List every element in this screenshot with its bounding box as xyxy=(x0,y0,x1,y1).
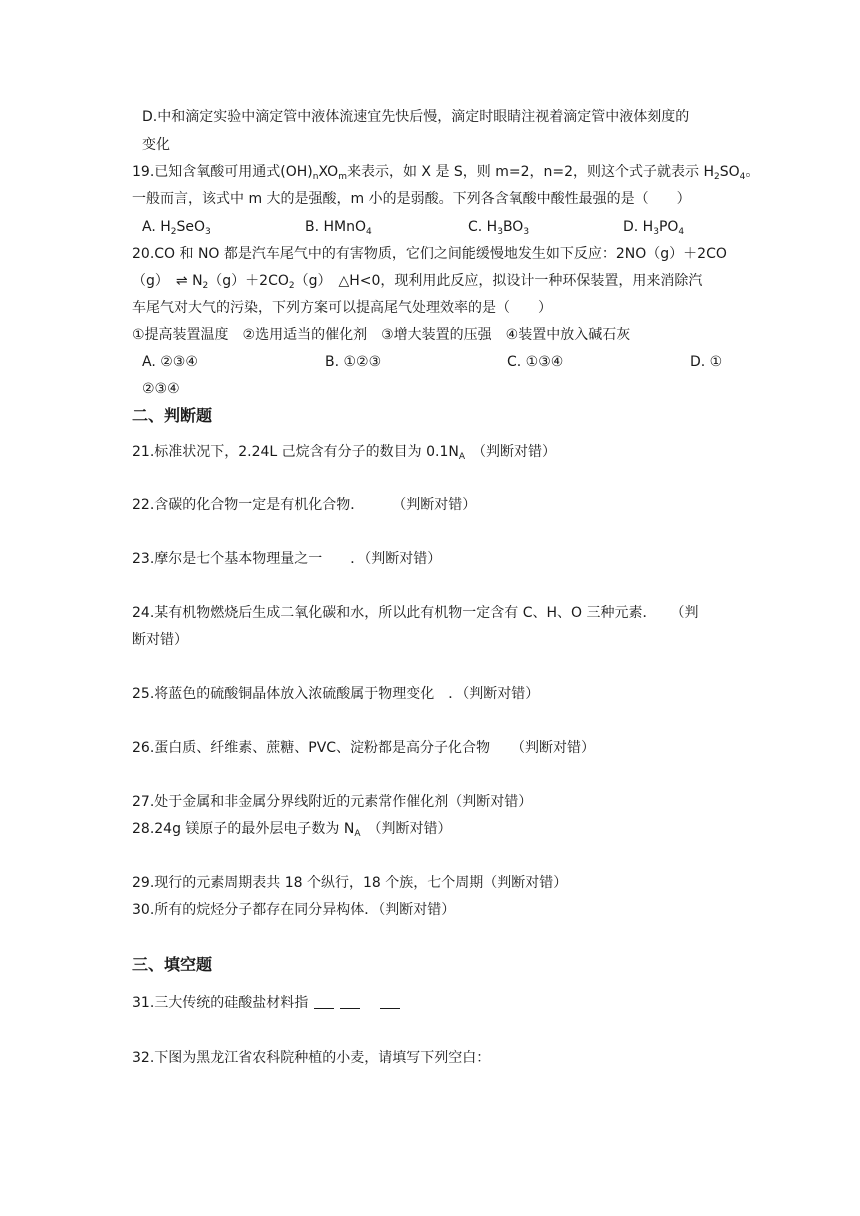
q20-option-b: B. ①②③ xyxy=(325,354,382,370)
q20-stem-line1: 20.CO 和 NO 都是汽车尾气中的有害物质，它们之间能缓慢地发生如下反应：2NO（g）＋2CO xyxy=(132,246,727,262)
q20-stem-line4: ①提高装置温度 ②选用适当的催化剂 ③增大装置的压强 ④装置中放入碱石灰 xyxy=(132,327,631,343)
q20-option-d-continued: ②③④ xyxy=(142,381,180,397)
question-24-line1: 24.某有机物燃烧后生成二氧化碳和水，所以此有机物一定含有 C、H、O 三种元素． （判 xyxy=(132,605,699,621)
section-heading-judgement: 二、判断题 xyxy=(132,406,213,425)
section-heading-fill-in: 三、填空题 xyxy=(132,955,213,974)
q20-stem-line3: 车尾气对大气的污染，下列方案可以提高尾气处理效率的是（ ） xyxy=(132,300,552,316)
question-27: 27.处于金属和非金属分界线附近的元素常作催化剂（判断对错） xyxy=(132,794,533,810)
q19-option-d: D. $H_3PO_4$ xyxy=(623,219,685,237)
question-21: 21.标准状况下，2.24L 己烷含有分子的数目为 $0.1N_A$ （判断对错） xyxy=(132,444,557,462)
question-30: 30.所有的烷烃分子都存在同分异构体．（判断对错） xyxy=(132,902,456,918)
q19-stem-line2: 一般而言，该式中 m 大的是强酸，m 小的是弱酸。下列各含氧酸中酸性最强的是（ ） xyxy=(132,191,691,207)
question-25: 25.将蓝色的硫酸铜晶体放入浓硫酸属于物理变化 ．（判断对错） xyxy=(132,686,540,702)
q18-option-d-line1: D.中和滴定实验中滴定管中液体流速宜先快后慢，滴定时眼睛注视着滴定管中液体刻度的 xyxy=(142,109,690,125)
question-22: 22.含碳的化合物一定是有机化合物． （判断对错） xyxy=(132,497,477,513)
q19-option-c: C. $H_3BO_3$ xyxy=(468,219,530,237)
question-31: 31.三大传统的硅酸盐材料指 xyxy=(132,993,400,1013)
question-23: 23.摩尔是七个基本物理量之一 ．（判断对错） xyxy=(132,551,442,567)
answer-blank[interactable] xyxy=(314,994,334,1009)
question-29: 29.现行的元素周期表共 18 个纵行，18 个族，七个周期（判断对错） xyxy=(132,875,568,891)
answer-blank[interactable] xyxy=(340,994,360,1009)
question-32: 32.下图为黑龙江省农科院种植的小麦，请填写下列空白： xyxy=(132,1050,491,1066)
q18-option-d-line2: 变化 xyxy=(142,137,170,153)
question-24-line2: 断对错） xyxy=(132,632,188,648)
question-26: 26.蛋白质、纤维素、蔗糖、PVC、淀粉都是高分子化合物 （判断对错） xyxy=(132,740,596,756)
question-28: 28.24g 镁原子的最外层电子数为 $N_A$ （判断对错） xyxy=(132,821,452,839)
q19-option-a: A. $H_2SeO_3$ xyxy=(142,219,211,237)
q19-stem-line1: 19.已知含氧酸可用通式$(OH)_nXO_m$来表示，如 X 是 S，则 m=2，n=2，则这个式子就表示 $H_2SO_4$。 xyxy=(132,164,760,182)
q20-option-c: C. ①③④ xyxy=(507,354,564,370)
answer-blank[interactable] xyxy=(380,994,400,1009)
q20-option-a: A. ②③④ xyxy=(142,354,198,370)
q20-option-d: D. ① xyxy=(690,354,723,370)
q19-option-b: B. HMnO$_4$ xyxy=(305,219,372,237)
q20-stem-line2: （g） ⇌ $N_2(g)+2CO_2(g)$ △H<0，现利用此反应，拟设计一种环保装置，用来消除汽 xyxy=(132,273,703,291)
